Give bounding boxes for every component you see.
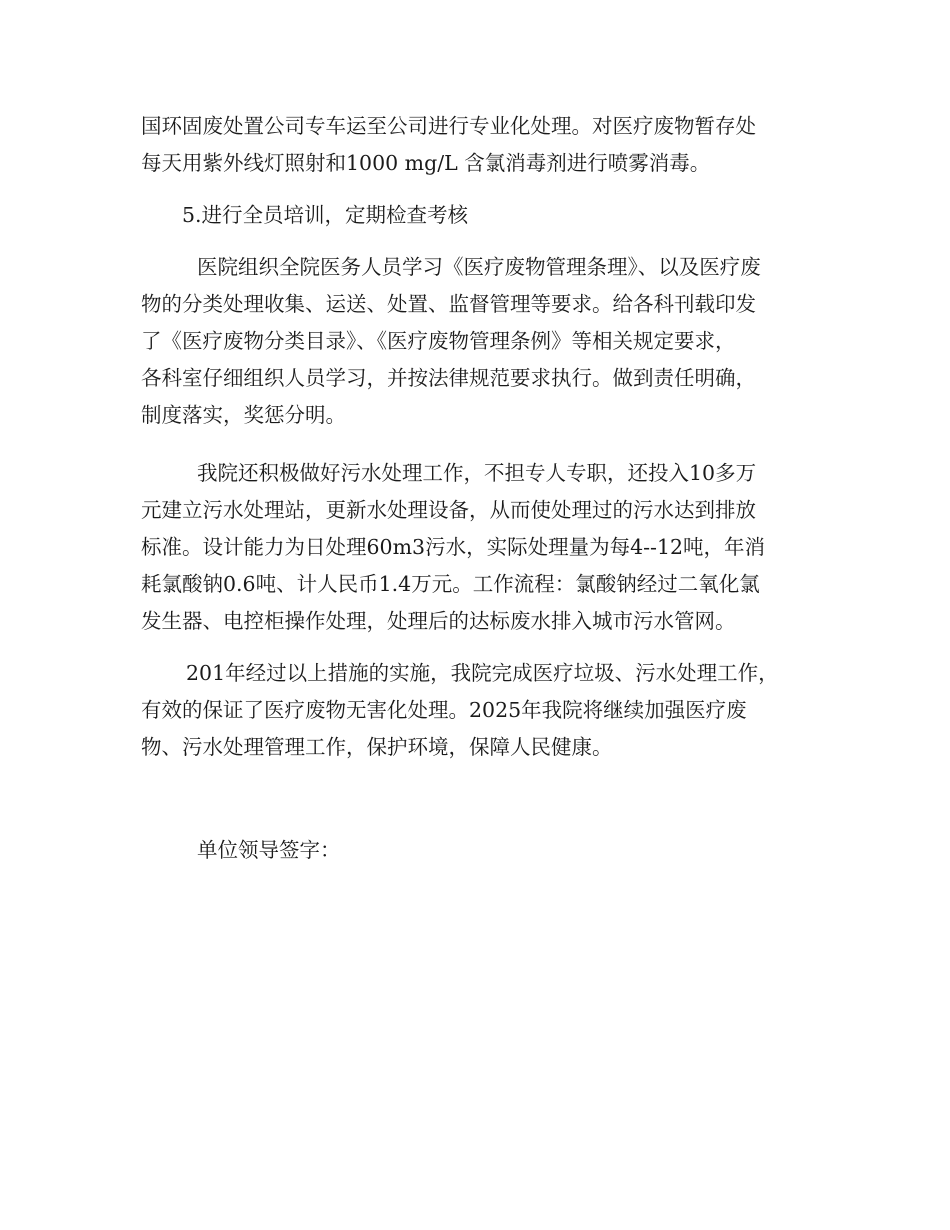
text-line: 每天用紫外线灯照射和1000 mg/L 含氯消毒剂进行喷雾消毒。 [141, 151, 711, 175]
text-line: 标准。设计能力为日处理60m3污水，实际处理量为每4--12吨，年消 [141, 535, 766, 559]
text-line: 元建立污水处理站，更新水处理设备，从而使处理过的污水达到排放 [141, 498, 756, 522]
text-line: 物的分类处理收集、运送、处置、监督管理等要求。给各科刊载印发 [141, 292, 756, 316]
section-heading: 5.进行全员培训，定期检查考核 [182, 203, 469, 227]
text-line: 各科室仔细组织人员学习，并按法律规范要求执行。做到责任明确， [141, 366, 756, 390]
signature-label: 单位领导签字： [197, 838, 341, 862]
text-line: 国环固废处置公司专车运至公司进行专业化处理。对医疗废物暂存处 [141, 114, 756, 138]
text-line: 物、污水处理管理工作，保护环境，保障人民健康。 [141, 735, 613, 759]
text-line: 有效的保证了医疗废物无害化处理。2025年我院将继续加强医疗废 [141, 698, 747, 722]
text-line: 耗氯酸钠0.6吨、计人民币1.4万元。工作流程：氯酸钠经过二氧化氯 [141, 572, 760, 596]
text-line: 发生器、电控柜操作处理，处理后的达标废水排入城市污水管网。 [141, 609, 736, 633]
document-body [141, 108, 821, 869]
text-line: 我院还积极做好污水处理工作，不担专人专职，还投入10多万 [197, 461, 757, 485]
text-line: 了《医疗废物分类目录》、《医疗废物管理条例》等相关规定要求， [141, 329, 736, 353]
text-line: 制度落实，奖惩分明。 [141, 403, 346, 427]
text-line: 医院组织全院医务人员学习《医疗废物管理条理》、以及医疗废 [197, 255, 761, 279]
text-line: 201年经过以上措施的实施，我院完成医疗垃圾、污水处理工作， [186, 661, 779, 685]
